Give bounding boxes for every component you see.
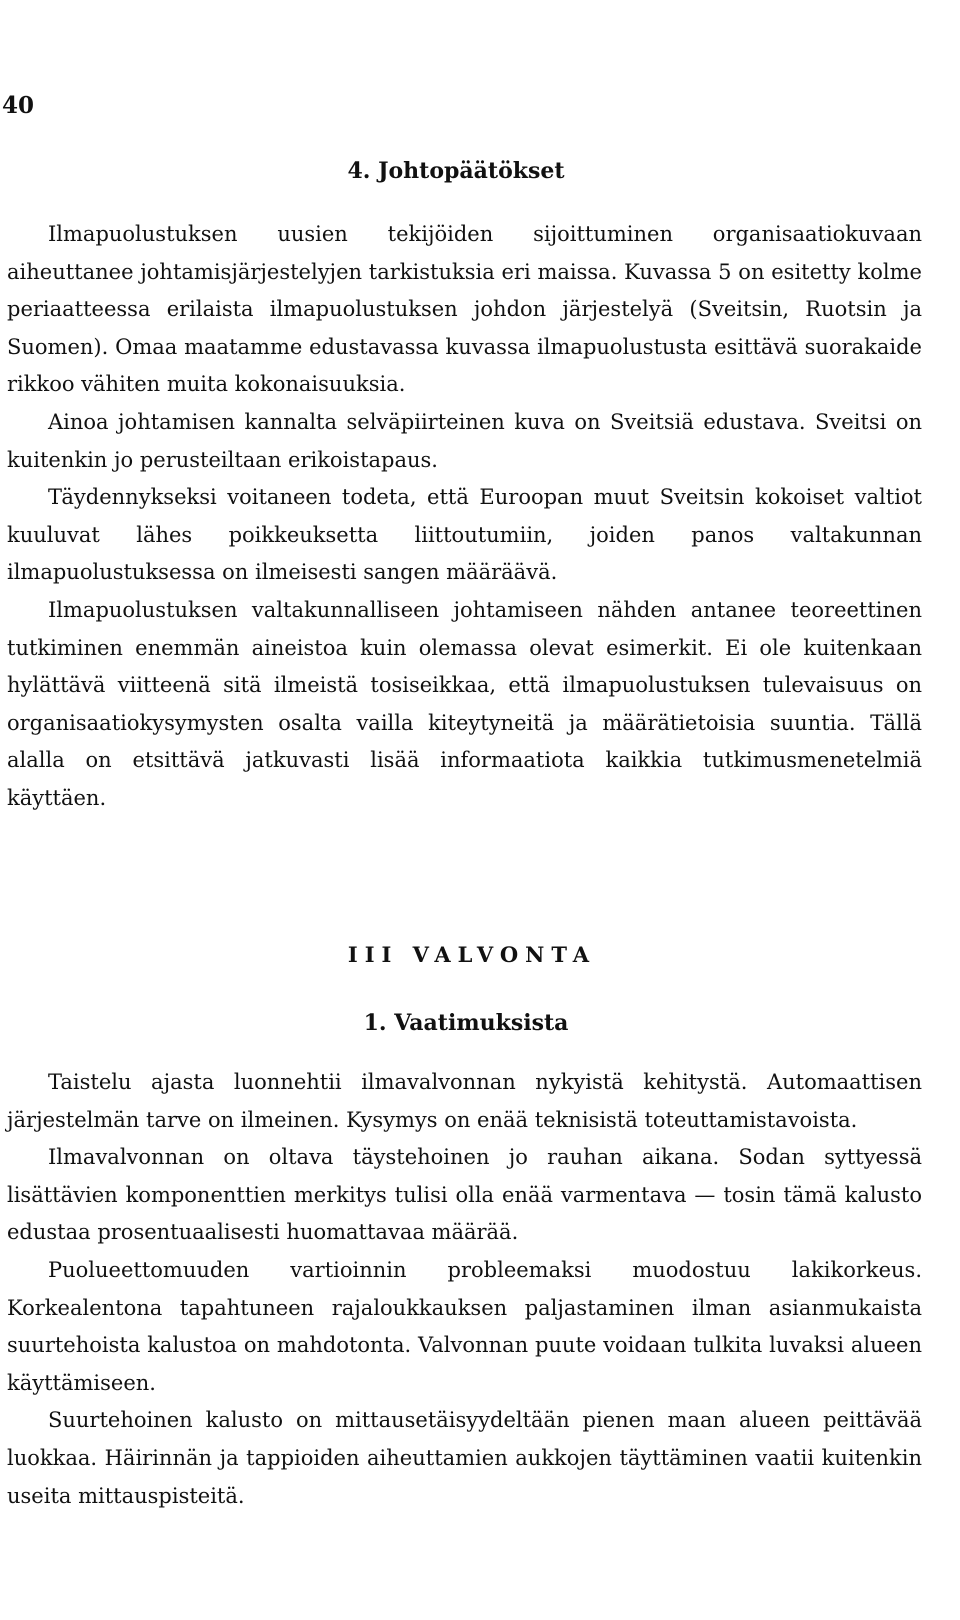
- page-number: 40: [2, 92, 35, 119]
- paragraph: Taistelu ajasta luonnehtii ilmavalvonnan nykyistä kehitystä. Automaattisen järjestelmän tarve on ilmeinen. Kysymys on enää teknisistä toteuttamistavoista.: [7, 1070, 922, 1132]
- subsection-body: [7, 1064, 922, 1515]
- part-heading: III VALVONTA: [347, 942, 597, 967]
- section-body: [7, 216, 922, 818]
- paragraph: Ilmapuolustuksen uusien tekijöiden sijoittuminen organisaatiokuvaan aiheuttanee johtamisjärjestelyjen tarkistuksia eri maissa. Kuvassa 5 on esitetty kolme periaatteessa erilaista ilmapuolustuksen johdon järjestelyä (Sveitsin, Ruotsin ja Suomen). Omaa maatamme edustavassa kuvassa ilmapuolustusta esittävä suorakaide rikkoo vähiten muita kokonaisuuksia.: [7, 222, 922, 397]
- paragraph: Puolueettomuuden vartioinnin probleemaksi muodostuu lakikorkeus. Korkealentona tapahtuneen rajaloukkauksen paljastaminen ilman asianmukaista suurtehoista kalustoa on mahdotonta. Valvonnan puute voidaan tulkita luvaksi alueen käyttämiseen.: [7, 1257, 922, 1395]
- paragraph: Täydennykseksi voitaneen todeta, että Euroopan muut Sveitsin kokoiset valtiot kuuluvat lähes poikkeuksetta liittoutumiin, joiden panos valtakunnan ilmapuolustuksessa on ilmeisesti sangen määräävä.: [7, 485, 922, 585]
- paragraph: Ilmapuolustuksen valtakunnalliseen johtamiseen nähden antanee teoreettinen tutkiminen enemmän aineistoa kuin olemassa olevat esimerkit. Ei ole kuitenkaan hylättävä viitteenä sitä ilmeistä tosiseikkaa, että ilmapuolustuksen tulevaisuus on organisaatiokysymysten osalta vailla kiteytyneitä ja määrätietoisia suuntia. Tällä alalla on etsittävä jatkuvasti lisää informaatiota kaikkia tutkimusmenetelmiä käyttäen.: [7, 597, 922, 810]
- section-heading: 4. Johtopäätökset: [347, 158, 565, 184]
- paragraph: Suurtehoinen kalusto on mittausetäisyydeltään pienen maan alueen peittävää luokkaa. Häirinnän ja tappioiden aiheuttamien aukkojen täyttäminen vaatii kuitenkin useita mittauspisteitä.: [7, 1408, 922, 1508]
- paragraph: Ainoa johtamisen kannalta selväpiirteinen kuva on Sveitsiä edustava. Sveitsi on kuitenkin jo perusteiltaan erikoistapaus.: [7, 409, 922, 472]
- paragraph: Ilmavalvonnan on oltava täystehoinen jo rauhan aikana. Sodan syttyessä lisättävien komponenttien merkitys tulisi olla enää varmentava — tosin tämä kalusto edustaa prosentuaalisesti huomattavaa määrää.: [7, 1145, 922, 1245]
- subsection-heading: 1. Vaatimuksista: [363, 1010, 569, 1036]
